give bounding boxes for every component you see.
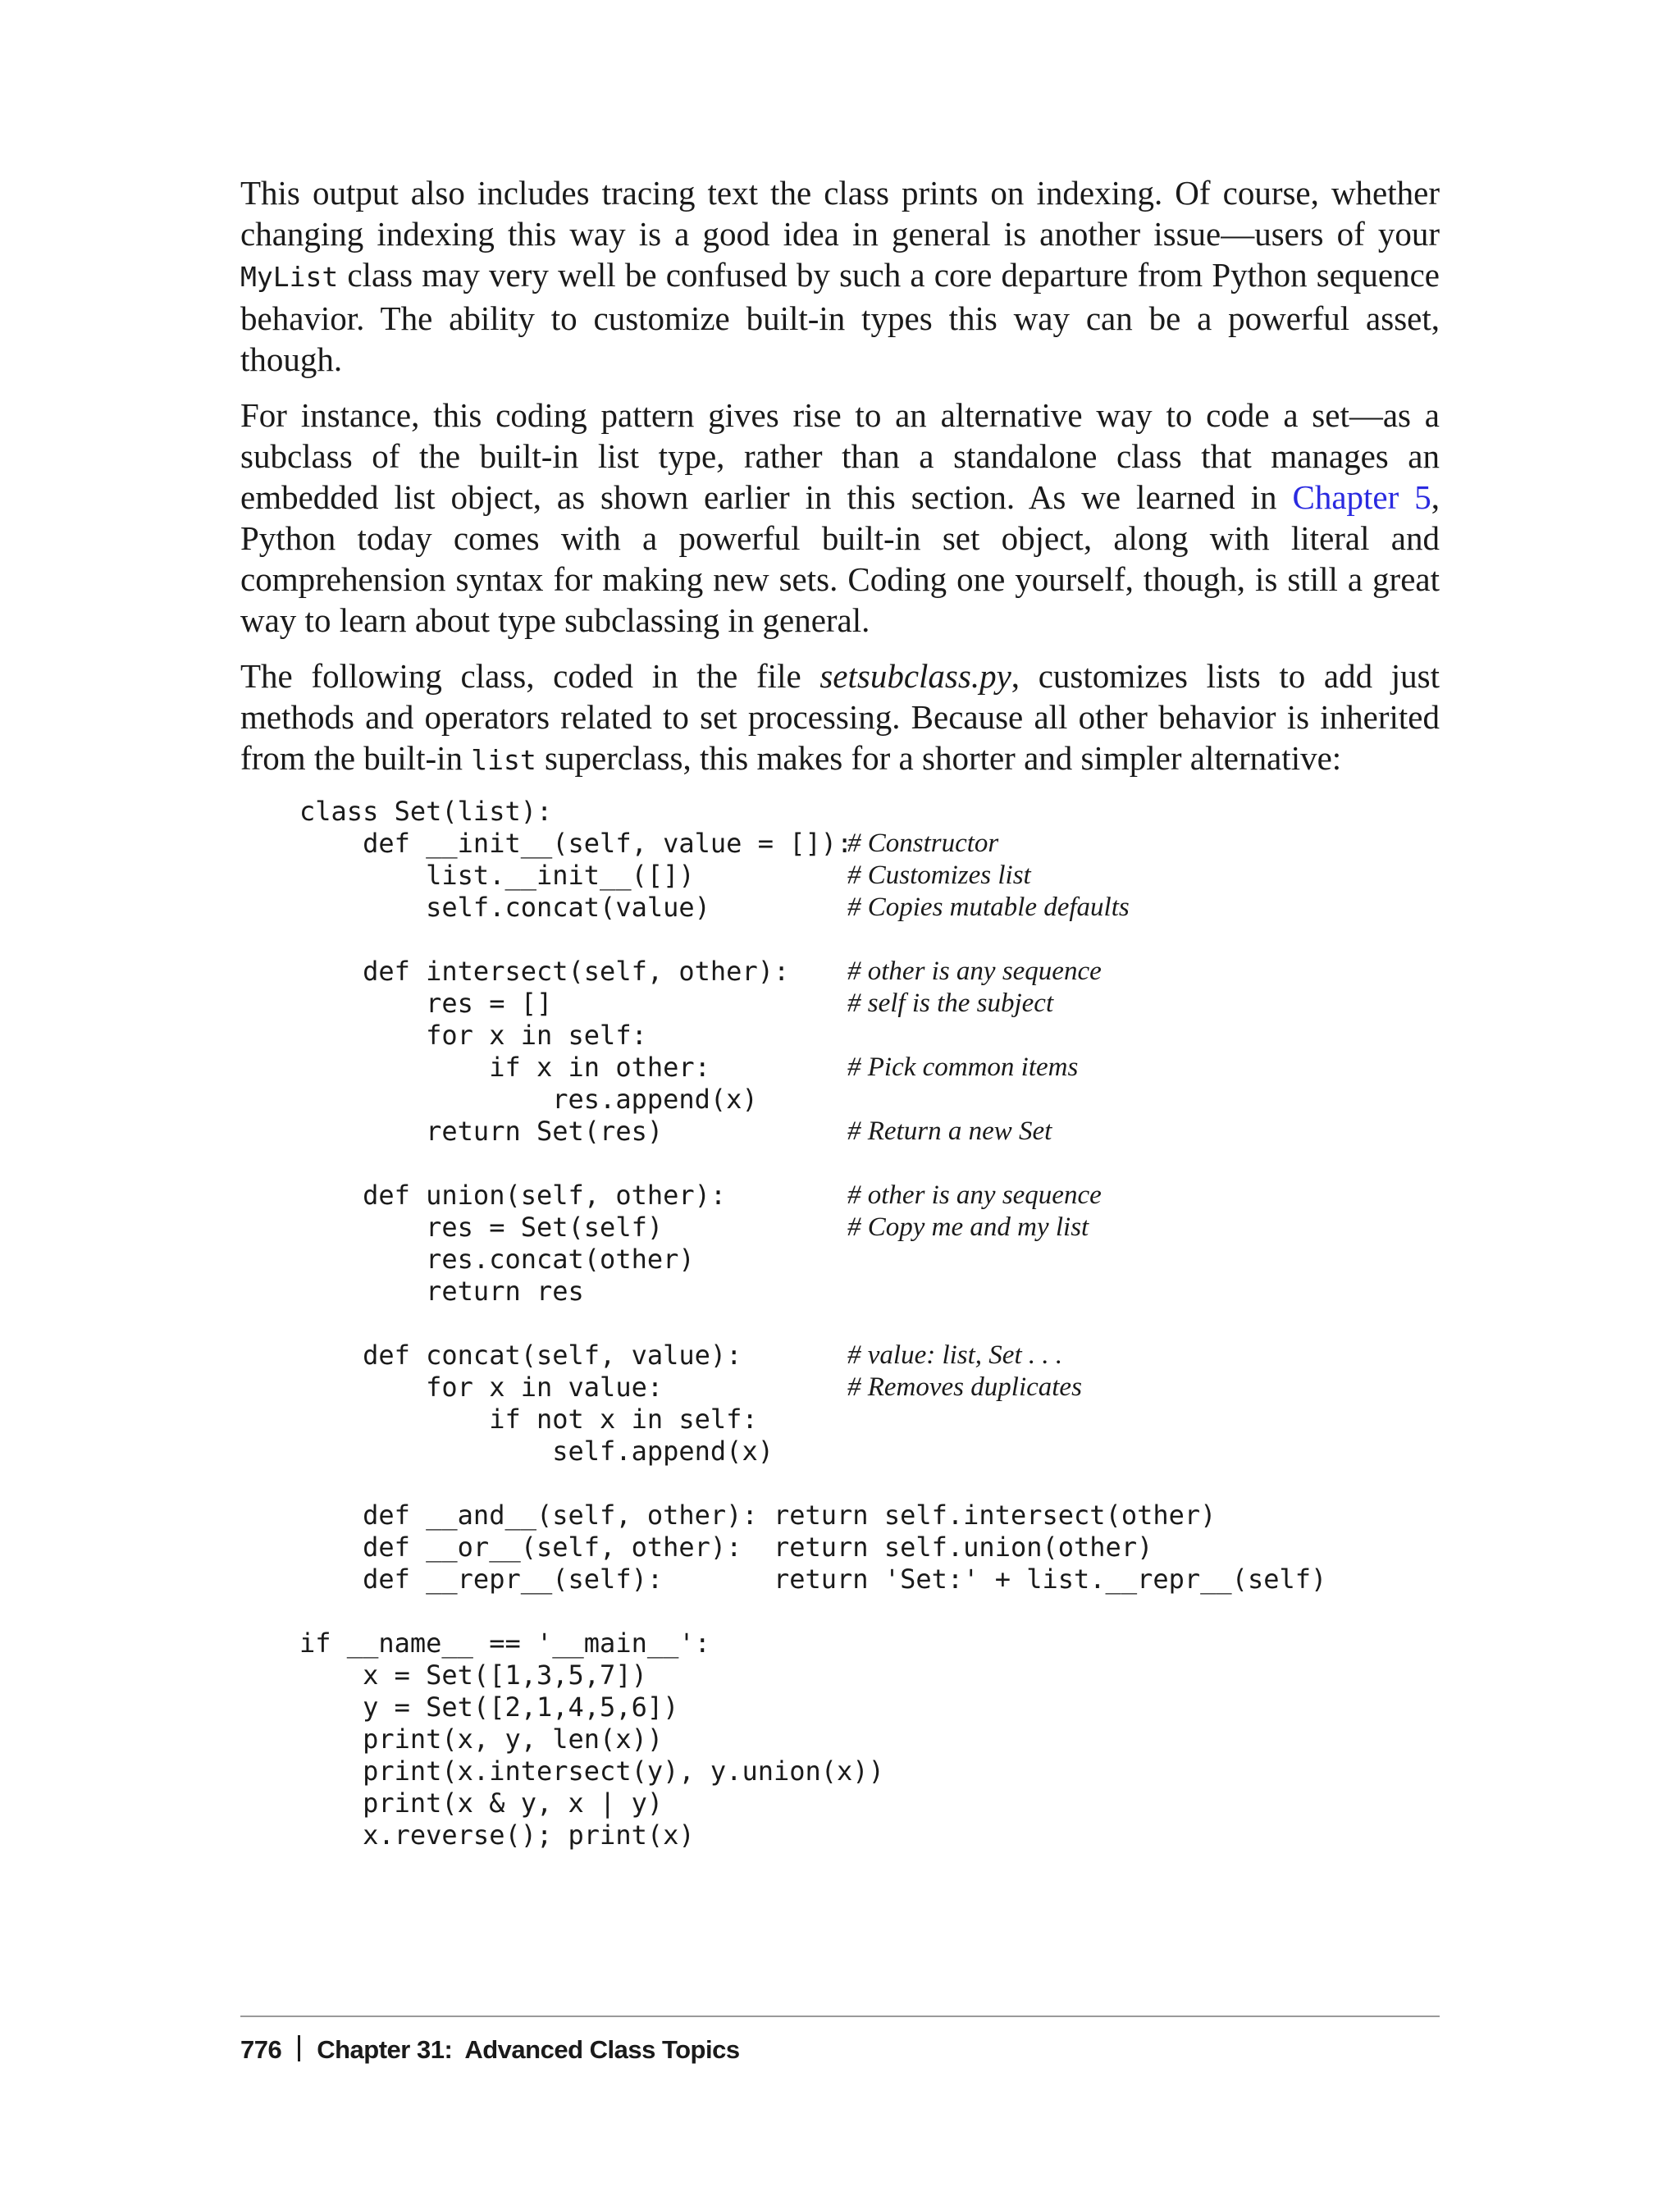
code-comment: # Removes duplicates bbox=[847, 1372, 1082, 1402]
code-text: def concat(self, value): bbox=[299, 1340, 742, 1371]
code-line bbox=[299, 1404, 1440, 1436]
code-line bbox=[299, 828, 1440, 860]
code-line bbox=[299, 1308, 1440, 1340]
code-text: res = [] bbox=[299, 988, 553, 1019]
chapter-5-link[interactable]: Chapter 5 bbox=[1292, 478, 1431, 516]
code-line bbox=[299, 1787, 1440, 1819]
code-line bbox=[299, 1340, 1440, 1372]
code-line bbox=[299, 1436, 1440, 1468]
code-comment: # Copy me and my list bbox=[847, 1212, 1089, 1242]
code-text: def union(self, other): bbox=[299, 1180, 727, 1211]
code-comment: # other is any sequence bbox=[847, 956, 1102, 986]
code-line bbox=[299, 1052, 1440, 1084]
code-line bbox=[299, 1468, 1440, 1500]
paragraph-1 bbox=[240, 172, 1440, 380]
code-text: x.reverse(); print(x) bbox=[299, 1819, 695, 1851]
code-text: def __repr__(self): return 'Set:' + list.__repr__(self) bbox=[299, 1564, 1327, 1595]
code-text: print(x & y, x | y) bbox=[299, 1787, 664, 1819]
code-listing bbox=[299, 796, 1440, 1851]
code-line bbox=[299, 1148, 1440, 1180]
code-comment: # Copies mutable defaults bbox=[847, 892, 1130, 922]
code-text: self.append(x) bbox=[299, 1436, 774, 1467]
page-body bbox=[240, 172, 1440, 1851]
code-line bbox=[299, 1755, 1440, 1787]
code-text: for x in value: bbox=[299, 1372, 664, 1403]
paragraph-2-text-a: For instance, this coding pattern gives rise to an alternative way to code a set—as a subclass of the built-in list type, rather than a standalone class that manages an embedded list object, as shown earlier in this section. As we learned in bbox=[240, 396, 1440, 516]
code-line bbox=[299, 1819, 1440, 1851]
code-line bbox=[299, 1116, 1440, 1148]
paragraph-3 bbox=[240, 655, 1440, 781]
code-text: if __name__ == '__main__': bbox=[299, 1628, 710, 1659]
code-comment: # Constructor bbox=[847, 829, 999, 858]
code-text: res = Set(self) bbox=[299, 1212, 664, 1243]
paragraph-1-text-b: class may very well be confused by such a core departure from Python sequence behavior. The ability to customize built-in types this way can be a powerful asset, though. bbox=[240, 256, 1440, 378]
code-line bbox=[299, 796, 1440, 828]
code-comment: # value: list, Set . . . bbox=[847, 1340, 1063, 1370]
paragraph-2-text-b: , Python today comes with a powerful built-in set object, along with literal and comprehension syntax for making new sets. Coding one yourself, though, is still a great way to learn about type subclassing in general. bbox=[240, 478, 1440, 639]
code-comment: # Return a new Set bbox=[847, 1116, 1052, 1146]
code-text: x = Set([1,3,5,7]) bbox=[299, 1659, 647, 1691]
inline-code-mylist: MyList bbox=[240, 261, 339, 293]
code-text: self.concat(value) bbox=[299, 892, 710, 923]
code-text: y = Set([2,1,4,5,6]) bbox=[299, 1691, 679, 1723]
code-text: def __or__(self, other): return self.union(other) bbox=[299, 1532, 1153, 1563]
code-line bbox=[299, 1564, 1440, 1596]
code-line bbox=[299, 1500, 1440, 1532]
code-text: for x in self: bbox=[299, 1020, 647, 1051]
paragraph-3-text-a: The following class, coded in the file bbox=[240, 657, 820, 695]
code-text: list.__init__([]) bbox=[299, 860, 695, 891]
code-line bbox=[299, 1020, 1440, 1052]
footer-separator bbox=[298, 2035, 300, 2061]
paragraph-2 bbox=[240, 395, 1440, 641]
code-text: if x in other: bbox=[299, 1052, 710, 1083]
code-text: res.append(x) bbox=[299, 1084, 758, 1115]
code-comment: # Customizes list bbox=[847, 861, 1031, 890]
code-line bbox=[299, 1244, 1440, 1276]
code-line bbox=[299, 1532, 1440, 1564]
code-comment: # self is the subject bbox=[847, 988, 1054, 1018]
code-line bbox=[299, 1180, 1440, 1212]
code-line bbox=[299, 924, 1440, 956]
page-footer bbox=[240, 2016, 1440, 2065]
code-text: res.concat(other) bbox=[299, 1244, 695, 1275]
code-line bbox=[299, 1596, 1440, 1628]
code-line bbox=[299, 1628, 1440, 1659]
paragraph-3-text-c: superclass, this makes for a shorter and simpler alternative: bbox=[536, 739, 1342, 777]
page-number: 776 bbox=[240, 2035, 282, 2064]
filename-setsubclass: setsubclass.py bbox=[819, 657, 1011, 695]
code-text: print(x, y, len(x)) bbox=[299, 1723, 664, 1755]
footer-text bbox=[240, 2035, 1440, 2065]
code-text: return Set(res) bbox=[299, 1116, 664, 1147]
code-line bbox=[299, 1372, 1440, 1404]
code-text: def __and__(self, other): return self.intersect(other) bbox=[299, 1500, 1217, 1531]
code-line bbox=[299, 1212, 1440, 1244]
code-text: return res bbox=[299, 1276, 584, 1307]
code-line bbox=[299, 860, 1440, 892]
code-line bbox=[299, 892, 1440, 924]
code-line bbox=[299, 956, 1440, 988]
code-comment: # Pick common items bbox=[847, 1052, 1079, 1082]
code-line bbox=[299, 1659, 1440, 1691]
code-text: print(x.intersect(y), y.union(x)) bbox=[299, 1755, 884, 1787]
code-text: def intersect(self, other): bbox=[299, 956, 790, 987]
code-line bbox=[299, 1276, 1440, 1308]
paragraph-1-text-a: This output also includes tracing text the class prints on indexing. Of course, whether changing indexing this way is a good idea in general is another issue—users of your bbox=[240, 174, 1440, 253]
code-text: class Set(list): bbox=[299, 796, 553, 827]
code-comment: # other is any sequence bbox=[847, 1180, 1102, 1210]
paragraph-3-text-b: , customizes lists to add just methods and operators related to set processing. Because all other behavior is inherited from the built-in bbox=[240, 657, 1440, 777]
code-line bbox=[299, 1723, 1440, 1755]
inline-code-list: list bbox=[471, 744, 536, 776]
code-line bbox=[299, 1691, 1440, 1723]
code-text: if not x in self: bbox=[299, 1404, 758, 1435]
code-text: def __init__(self, value = []): bbox=[299, 828, 853, 859]
chapter-title: Chapter 31: Advanced Class Topics bbox=[317, 2035, 740, 2064]
code-line bbox=[299, 1084, 1440, 1116]
code-line bbox=[299, 988, 1440, 1020]
